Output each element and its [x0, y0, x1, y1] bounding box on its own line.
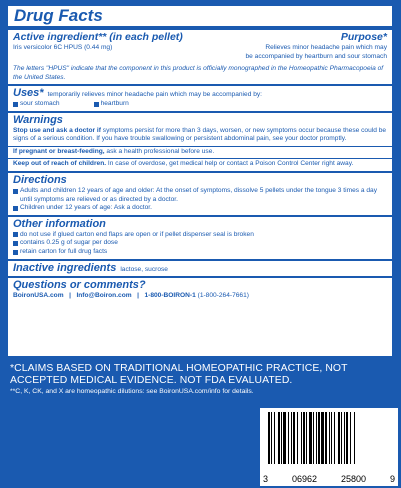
barcode-bar: [313, 412, 314, 464]
other-information-section: [13, 217, 387, 259]
barcode-bar: [334, 412, 335, 464]
questions-heading: Questions or comments?: [13, 279, 146, 292]
bullet-icon: [13, 189, 18, 194]
barcode-bar: [338, 412, 340, 464]
warnings-heading: Warnings: [13, 113, 63, 126]
email-link[interactable]: Info@Boiron.com: [76, 292, 132, 300]
list-item: Children under 12 years of age: Ask a doctor.: [13, 204, 387, 213]
barcode-bar: [293, 412, 295, 464]
purpose-line-1: Relieves minor headache pain which may: [265, 44, 387, 51]
barcode-bar: [283, 412, 286, 464]
bullet-icon: [94, 102, 99, 107]
barcode-bar: [301, 412, 302, 464]
barcode-bar: [341, 412, 342, 464]
barcode-bar: [346, 412, 348, 464]
list-item: contains 0.25 g of sugar per dose: [13, 239, 387, 248]
directions-heading: Directions: [13, 173, 67, 186]
list-item: heartburn: [94, 100, 129, 109]
barcode-bars: [260, 408, 398, 470]
barcode-bar: [316, 412, 317, 464]
hpus-note: The letters "HPUS" indicate that the component in this product is officially monographed in the Homeopathic Pharmacopoeia of the United States.: [13, 65, 384, 81]
claims-disclaimer: *CLAIMS BASED ON TRADITIONAL HOMEOPATHIC PRACTICE, NOT ACCEPTED MEDICAL EVIDENCE. NOT FDA EVALUATED.: [10, 363, 348, 386]
warnings-section: [13, 113, 387, 146]
barcode-bar: [291, 412, 292, 464]
bullet-icon: [13, 232, 18, 237]
bullet-icon: [13, 102, 18, 107]
list-item: sour stomach: [13, 100, 60, 109]
drug-facts-panel: [6, 4, 394, 358]
other-information-heading: Other information: [13, 217, 106, 230]
uses-heading: Uses*: [13, 87, 44, 100]
phone-number-alt: (1-800-264-7661): [197, 292, 249, 300]
separator: |: [65, 292, 75, 300]
barcode-digit: 3: [263, 474, 269, 484]
dilutions-note: **C, K, CK, and X are homeopathic dilutions: see BoironUSA.com/info for details.: [10, 388, 254, 396]
purpose-line-2: be accompanied by heartburn and sour stomach: [245, 52, 387, 60]
barcode-bar: [278, 412, 280, 464]
active-ingredient-name: Iris versicolor 6C HPUS (0.44 mg): [13, 44, 113, 51]
barcode-digit: 9: [389, 474, 395, 484]
barcode-bar: [350, 412, 351, 464]
barcode-bar: [325, 412, 327, 464]
list-item: do not use if glued carton end flaps are open or if pellet dispenser seal is broken: [13, 231, 387, 240]
list-item: retain carton for full drug facts: [13, 248, 387, 257]
separator: |: [133, 292, 143, 300]
uses-section: [13, 86, 387, 110]
inactive-ingredients-section: [13, 261, 387, 277]
inactive-ingredients-text: lactose, sucrose: [120, 265, 168, 273]
website-link[interactable]: BoironUSA.com: [13, 292, 64, 300]
barcode-bar: [309, 412, 312, 464]
active-ingredient-section: [13, 30, 387, 84]
bullet-icon: [13, 206, 18, 211]
barcode-bar: [306, 412, 307, 464]
barcode-bar: [321, 412, 324, 464]
list-item: Adults and children 12 years of age and older: At the onset of symptoms, dissolve 5 pellets under the tongue 3 times a day until symptoms are relieved or as directed by a doctor.: [13, 187, 387, 204]
stop-use-text: Stop use and ask a doctor if symptoms persist for more than 3 days, worsen, or new symptoms occur because these could be signs of a serious condition. If you have trouble swallowing or persistent abdominal pain, see your doctor promptly.: [13, 126, 387, 143]
barcode-bar: [268, 412, 270, 464]
barcode-bar: [297, 412, 298, 464]
upc-barcode: [260, 408, 398, 486]
barcode-bar: [329, 412, 330, 464]
directions-section: [13, 173, 387, 215]
questions-section: [13, 278, 387, 303]
barcode-bar: [354, 412, 355, 464]
barcode-group: 06962: [291, 474, 318, 484]
pregnancy-warning: If pregnant or breast-feeding, ask a health professional before use.: [13, 147, 215, 155]
footer-claims: [10, 363, 394, 396]
inactive-ingredients-heading: Inactive ingredients: [13, 261, 117, 274]
barcode-bar: [281, 412, 282, 464]
bullet-icon: [13, 241, 18, 246]
drug-facts-title: Drug Facts: [14, 6, 103, 25]
active-ingredient-suffix: ** (in each pellet): [98, 31, 183, 43]
bullet-icon: [13, 250, 18, 255]
barcode-bar: [318, 412, 320, 464]
active-ingredient-heading: Active ingredient: [13, 31, 99, 43]
barcode-bar: [331, 412, 332, 464]
barcode-bar: [271, 412, 272, 464]
barcode-group: 25800: [340, 474, 367, 484]
uses-text: temporarily relieves minor headache pain which may be accompanied by:: [47, 91, 262, 99]
phone-number[interactable]: 1-800-BOIRON-1: [144, 292, 196, 300]
purpose-heading: Purpose*: [340, 31, 387, 43]
keep-out-warning: Keep out of reach of children. In case of overdose, get medical help or contact a Poison Control Center right away.: [13, 160, 354, 168]
barcode-bar: [303, 412, 305, 464]
barcode-bar: [274, 412, 275, 464]
barcode-bar: [344, 412, 345, 464]
barcode-bar: [288, 412, 289, 464]
